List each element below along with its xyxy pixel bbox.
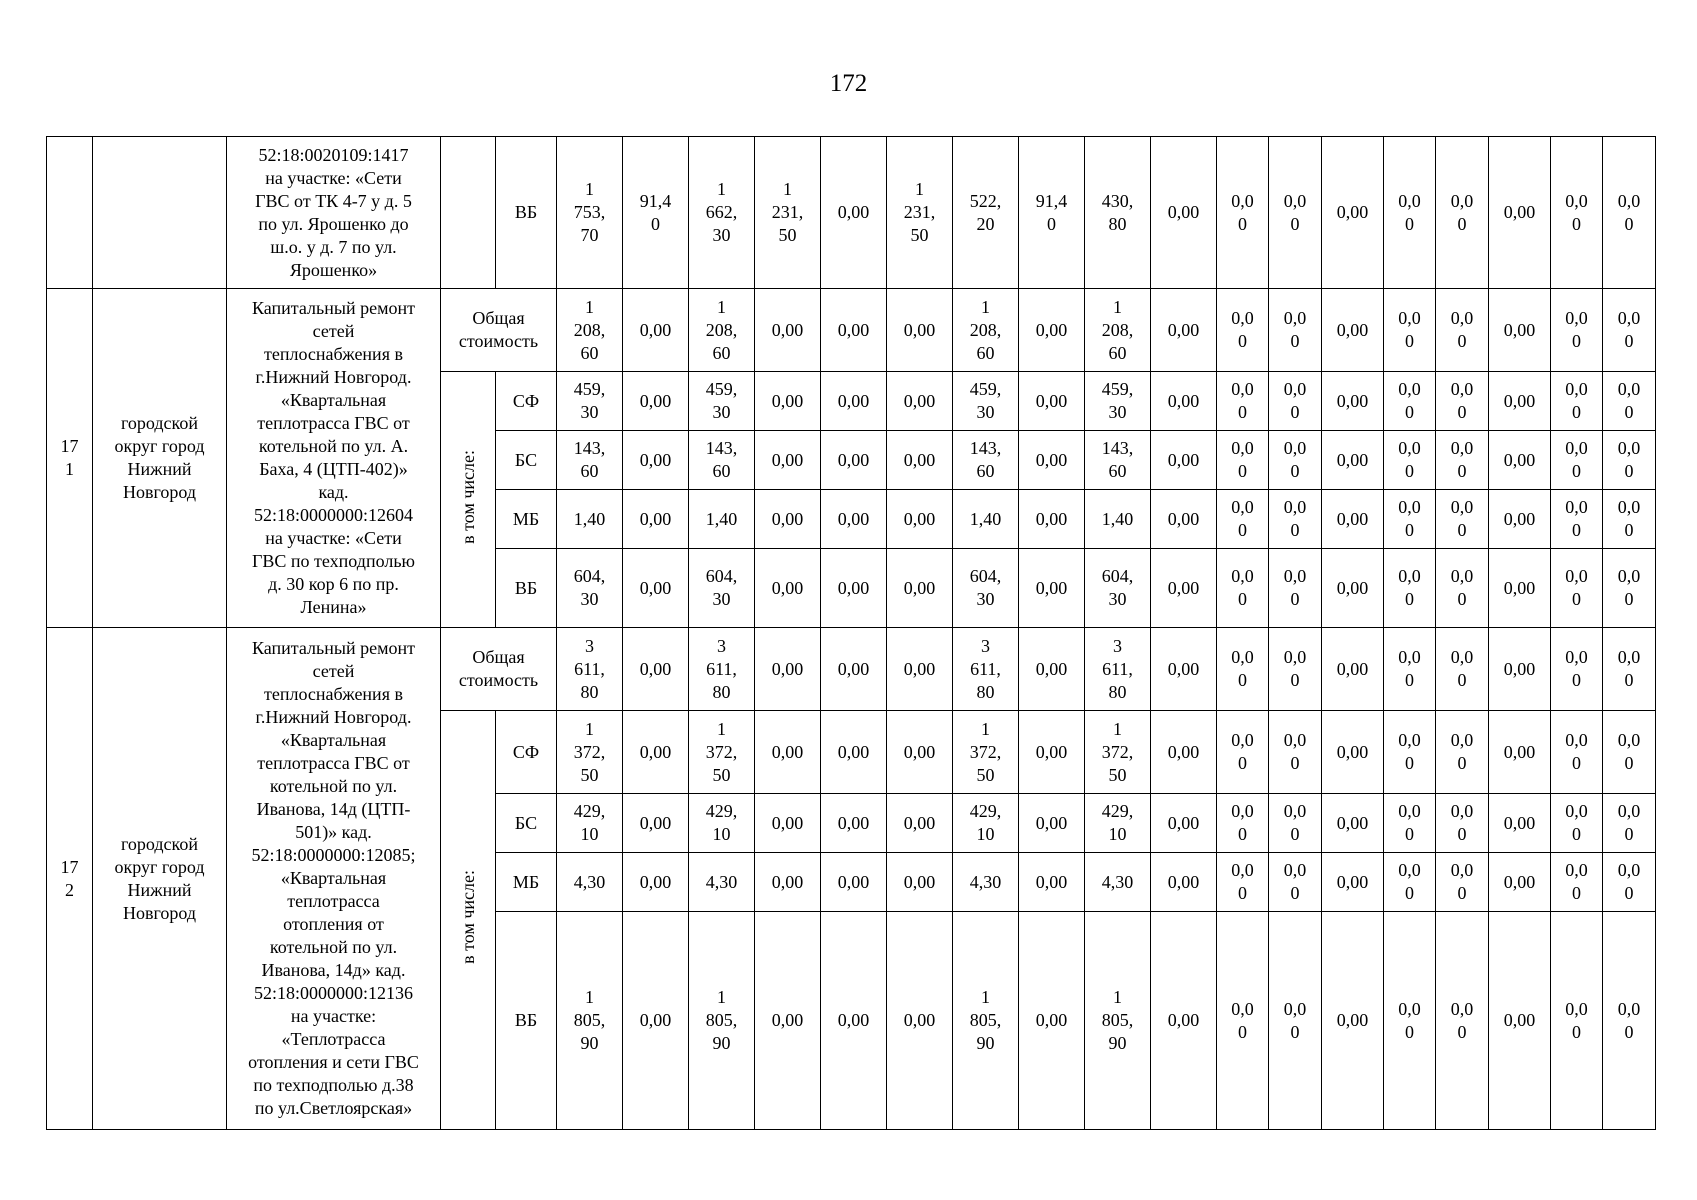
value-cell: 0,0 0 (1217, 137, 1269, 289)
value-cell: 0,00 (821, 853, 887, 912)
value-cell: 0,00 (1322, 711, 1384, 794)
value-cell: 4,30 (689, 853, 755, 912)
value-cell: 0,0 0 (1217, 431, 1269, 490)
value-cell: 0,0 0 (1269, 137, 1322, 289)
value-cell: 0,00 (1019, 490, 1085, 549)
value-cell: 0,0 0 (1269, 711, 1322, 794)
total-cost-label: Общая стоимость (441, 289, 557, 372)
value-cell: 429, 10 (557, 794, 623, 853)
value-cell: 0,00 (755, 549, 821, 628)
source-label: МБ (496, 853, 557, 912)
value-cell: 0,00 (755, 853, 821, 912)
value-cell: 1 805, 90 (557, 912, 623, 1130)
value-cell: 1 805, 90 (953, 912, 1019, 1130)
table-row (47, 289, 1656, 372)
value-cell: 0,00 (887, 431, 953, 490)
row-number: 17 1 (47, 289, 93, 628)
table-row (47, 137, 1656, 289)
source-label: ВБ (496, 912, 557, 1130)
value-cell: 0,0 0 (1269, 794, 1322, 853)
value-cell: 0,0 0 (1551, 711, 1603, 794)
value-cell: 0,00 (1019, 711, 1085, 794)
value-cell: 3 611, 80 (953, 628, 1019, 711)
value-cell: 0,0 0 (1384, 137, 1436, 289)
value-cell: 0,00 (887, 490, 953, 549)
value-cell: 0,00 (1151, 431, 1217, 490)
value-cell: 0,00 (1322, 431, 1384, 490)
value-cell: 0,0 0 (1436, 137, 1489, 289)
value-cell: 0,00 (821, 628, 887, 711)
value-cell: 0,0 0 (1436, 711, 1489, 794)
value-cell: 0,0 0 (1551, 912, 1603, 1130)
municipality-cell: городской округ город Нижний Новгород (93, 628, 227, 1130)
value-cell: 1 805, 90 (689, 912, 755, 1130)
value-cell: 4,30 (1085, 853, 1151, 912)
value-cell: 459, 30 (953, 372, 1019, 431)
value-cell: 0,00 (1322, 853, 1384, 912)
value-cell: 0,0 0 (1384, 549, 1436, 628)
value-cell: 0,0 0 (1603, 490, 1656, 549)
value-cell: 0,00 (1151, 628, 1217, 711)
value-cell: 0,00 (1489, 628, 1551, 711)
value-cell: 430, 80 (1085, 137, 1151, 289)
value-cell: 0,00 (623, 711, 689, 794)
source-label: БС (496, 431, 557, 490)
value-cell: 0,0 0 (1217, 794, 1269, 853)
value-cell: 0,0 0 (1217, 490, 1269, 549)
description-cell: Капитальный ремонт сетей теплоснабжения в г.Нижний Новгород. «Квартальная теплотрасса ГВС от котельной по ул. Иванова, 14д (ЦТП- 501)» кад. 52:18:0000000:12085; «Квартальная теплотрасса отопления от котельной по ул. Иванова, 14д» кад. 52:18:0000000:12136 на участке: «Теплотрасса отопления и сети ГВС по техподполью д.38 по ул.Светлоярская» (227, 628, 441, 1130)
value-cell: 1 753, 70 (557, 137, 623, 289)
value-cell: 0,00 (887, 912, 953, 1130)
description-cell: Капитальный ремонт сетей теплоснабжения в г.Нижний Новгород. «Квартальная теплотрасса ГВС от котельной по ул. А. Баха, 4 (ЦТП-402)» кад. 52:18:0000000:12604 на участке: «Сети ГВС по техподполью д. 30 кор 6 по пр. Ленина» (227, 289, 441, 628)
value-cell: 0,00 (887, 289, 953, 372)
row-number: 17 2 (47, 628, 93, 1130)
value-cell: 0,0 0 (1551, 853, 1603, 912)
value-cell: 0,0 0 (1603, 853, 1656, 912)
value-cell: 0,00 (1489, 549, 1551, 628)
value-cell: 0,0 0 (1551, 490, 1603, 549)
value-cell: 522, 20 (953, 137, 1019, 289)
value-cell: 429, 10 (1085, 794, 1151, 853)
value-cell: 1 372, 50 (557, 711, 623, 794)
value-cell: 0,00 (1019, 289, 1085, 372)
value-cell: 1 372, 50 (953, 711, 1019, 794)
value-cell: 0,0 0 (1217, 711, 1269, 794)
value-cell: 3 611, 80 (689, 628, 755, 711)
value-cell: 0,00 (1019, 372, 1085, 431)
value-cell: 0,0 0 (1551, 289, 1603, 372)
value-cell: 0,00 (887, 711, 953, 794)
value-cell: 0,00 (1322, 372, 1384, 431)
empty-cell (441, 137, 496, 289)
value-cell: 1 208, 60 (689, 289, 755, 372)
source-label: БС (496, 794, 557, 853)
source-label: ВБ (496, 549, 557, 628)
value-cell: 143, 60 (689, 431, 755, 490)
value-cell: 0,00 (755, 490, 821, 549)
value-cell: 0,0 0 (1603, 794, 1656, 853)
value-cell: 4,30 (953, 853, 1019, 912)
value-cell: 0,0 0 (1269, 289, 1322, 372)
value-cell: 1 208, 60 (953, 289, 1019, 372)
value-cell: 1 231, 50 (755, 137, 821, 289)
value-cell: 0,00 (1489, 289, 1551, 372)
description-cell: 52:18:0020109:1417 на участке: «Сети ГВС от ТК 4-7 у д. 5 по ул. Ярошенко до ш.о. у д. 7 по ул. Ярошенко» (227, 137, 441, 289)
value-cell: 3 611, 80 (1085, 628, 1151, 711)
value-cell: 0,00 (887, 628, 953, 711)
municipality-cell: городской округ город Нижний Новгород (93, 289, 227, 628)
value-cell: 0,0 0 (1217, 628, 1269, 711)
value-cell: 0,00 (821, 711, 887, 794)
value-cell: 0,00 (887, 372, 953, 431)
value-cell: 0,00 (821, 549, 887, 628)
value-cell: 0,00 (1151, 711, 1217, 794)
value-cell: 0,00 (1019, 431, 1085, 490)
value-cell: 0,00 (821, 912, 887, 1130)
value-cell: 604, 30 (1085, 549, 1151, 628)
value-cell: 0,00 (1322, 628, 1384, 711)
value-cell: 0,0 0 (1603, 549, 1656, 628)
row-number (47, 137, 93, 289)
value-cell: 0,00 (1019, 549, 1085, 628)
value-cell: 4,30 (557, 853, 623, 912)
value-cell: 1,40 (953, 490, 1019, 549)
value-cell: 1 208, 60 (1085, 289, 1151, 372)
value-cell: 0,00 (1151, 289, 1217, 372)
value-cell: 0,0 0 (1384, 289, 1436, 372)
value-cell: 0,0 0 (1217, 853, 1269, 912)
value-cell: 0,00 (1489, 912, 1551, 1130)
value-cell: 0,0 0 (1384, 794, 1436, 853)
value-cell: 604, 30 (953, 549, 1019, 628)
value-cell: 1 231, 50 (887, 137, 953, 289)
value-cell: 0,00 (821, 431, 887, 490)
value-cell: 0,00 (1019, 912, 1085, 1130)
value-cell: 0,0 0 (1217, 549, 1269, 628)
value-cell: 0,0 0 (1269, 372, 1322, 431)
budget-table (46, 136, 1656, 1130)
value-cell: 0,00 (1151, 912, 1217, 1130)
value-cell: 0,00 (755, 372, 821, 431)
value-cell: 0,0 0 (1551, 431, 1603, 490)
value-cell: 0,00 (755, 794, 821, 853)
including-label-cell (441, 711, 496, 1130)
including-label-cell (441, 372, 496, 628)
value-cell: 0,0 0 (1551, 137, 1603, 289)
value-cell: 0,0 0 (1436, 853, 1489, 912)
value-cell: 0,0 0 (1436, 794, 1489, 853)
value-cell: 0,00 (623, 289, 689, 372)
value-cell: 0,00 (1322, 794, 1384, 853)
value-cell: 0,0 0 (1217, 289, 1269, 372)
value-cell: 0,00 (1489, 372, 1551, 431)
value-cell: 0,0 0 (1269, 628, 1322, 711)
value-cell: 0,0 0 (1384, 912, 1436, 1130)
value-cell: 0,00 (755, 912, 821, 1130)
value-cell: 0,0 0 (1436, 912, 1489, 1130)
value-cell: 0,00 (1322, 289, 1384, 372)
value-cell: 0,00 (1151, 137, 1217, 289)
value-cell: 1 208, 60 (557, 289, 623, 372)
value-cell: 0,0 0 (1384, 711, 1436, 794)
value-cell: 459, 30 (557, 372, 623, 431)
value-cell: 0,0 0 (1436, 289, 1489, 372)
value-cell: 0,00 (1489, 711, 1551, 794)
value-cell: 1,40 (1085, 490, 1151, 549)
value-cell: 0,00 (1151, 490, 1217, 549)
value-cell: 0,00 (1151, 549, 1217, 628)
value-cell: 604, 30 (689, 549, 755, 628)
value-cell: 0,00 (1322, 490, 1384, 549)
including-label: в том числе: (457, 449, 478, 544)
value-cell: 0,00 (623, 549, 689, 628)
value-cell: 429, 10 (953, 794, 1019, 853)
value-cell: 1 662, 30 (689, 137, 755, 289)
value-cell: 0,00 (821, 490, 887, 549)
value-cell: 0,00 (887, 853, 953, 912)
value-cell: 0,00 (623, 628, 689, 711)
value-cell: 604, 30 (557, 549, 623, 628)
value-cell: 1 805, 90 (1085, 912, 1151, 1130)
value-cell: 0,0 0 (1436, 431, 1489, 490)
source-label: ВБ (496, 137, 557, 289)
value-cell: 0,00 (821, 137, 887, 289)
source-label: СФ (496, 711, 557, 794)
value-cell: 0,00 (623, 853, 689, 912)
value-cell: 0,0 0 (1436, 490, 1489, 549)
value-cell: 0,0 0 (1436, 628, 1489, 711)
value-cell: 0,00 (623, 794, 689, 853)
value-cell: 0,00 (1019, 794, 1085, 853)
value-cell: 0,0 0 (1217, 912, 1269, 1130)
value-cell: 0,0 0 (1384, 628, 1436, 711)
value-cell: 0,0 0 (1551, 549, 1603, 628)
value-cell: 0,00 (821, 794, 887, 853)
value-cell: 0,00 (1489, 137, 1551, 289)
value-cell: 0,00 (1489, 853, 1551, 912)
source-label: МБ (496, 490, 557, 549)
value-cell: 143, 60 (557, 431, 623, 490)
value-cell: 1 372, 50 (1085, 711, 1151, 794)
value-cell: 0,00 (755, 289, 821, 372)
municipality-cell (93, 137, 227, 289)
value-cell: 0,0 0 (1551, 372, 1603, 431)
value-cell: 91,4 0 (1019, 137, 1085, 289)
value-cell: 0,00 (1489, 490, 1551, 549)
value-cell: 0,00 (1019, 628, 1085, 711)
value-cell: 0,00 (755, 431, 821, 490)
value-cell: 3 611, 80 (557, 628, 623, 711)
value-cell: 0,00 (1489, 794, 1551, 853)
value-cell: 0,0 0 (1603, 431, 1656, 490)
value-cell: 0,0 0 (1384, 853, 1436, 912)
value-cell: 0,00 (1151, 794, 1217, 853)
value-cell: 0,00 (887, 794, 953, 853)
value-cell: 0,0 0 (1384, 431, 1436, 490)
value-cell: 0,0 0 (1436, 372, 1489, 431)
value-cell: 0,00 (1322, 549, 1384, 628)
value-cell: 0,0 0 (1269, 912, 1322, 1130)
value-cell: 0,0 0 (1551, 628, 1603, 711)
value-cell: 0,0 0 (1603, 628, 1656, 711)
value-cell: 0,00 (1151, 853, 1217, 912)
value-cell: 1,40 (689, 490, 755, 549)
value-cell: 0,0 0 (1603, 137, 1656, 289)
including-label: в том числе: (457, 870, 478, 964)
value-cell: 0,00 (1019, 853, 1085, 912)
page-number: 172 (829, 70, 868, 97)
value-cell: 1,40 (557, 490, 623, 549)
value-cell: 1 372, 50 (689, 711, 755, 794)
value-cell: 0,00 (1322, 912, 1384, 1130)
value-cell: 143, 60 (1085, 431, 1151, 490)
total-cost-label: Общая стоимость (441, 628, 557, 711)
value-cell: 143, 60 (953, 431, 1019, 490)
value-cell: 0,00 (821, 289, 887, 372)
value-cell: 0,00 (887, 549, 953, 628)
value-cell: 459, 30 (689, 372, 755, 431)
value-cell: 0,0 0 (1603, 289, 1656, 372)
value-cell: 0,0 0 (1384, 490, 1436, 549)
value-cell: 0,00 (623, 490, 689, 549)
value-cell: 0,00 (1322, 137, 1384, 289)
value-cell: 0,0 0 (1603, 711, 1656, 794)
value-cell: 0,00 (623, 912, 689, 1130)
value-cell: 429, 10 (689, 794, 755, 853)
value-cell: 0,00 (1151, 372, 1217, 431)
source-label: СФ (496, 372, 557, 431)
value-cell: 0,0 0 (1217, 372, 1269, 431)
value-cell: 0,0 0 (1384, 372, 1436, 431)
value-cell: 0,00 (1489, 431, 1551, 490)
value-cell: 0,0 0 (1269, 549, 1322, 628)
value-cell: 0,00 (821, 372, 887, 431)
value-cell: 0,00 (623, 431, 689, 490)
value-cell: 459, 30 (1085, 372, 1151, 431)
value-cell: 0,0 0 (1603, 912, 1656, 1130)
value-cell: 0,00 (623, 372, 689, 431)
value-cell: 0,00 (755, 711, 821, 794)
value-cell: 91,4 0 (623, 137, 689, 289)
value-cell: 0,00 (755, 628, 821, 711)
value-cell: 0,0 0 (1269, 853, 1322, 912)
value-cell: 0,0 0 (1269, 490, 1322, 549)
value-cell: 0,0 0 (1436, 549, 1489, 628)
value-cell: 0,0 0 (1551, 794, 1603, 853)
value-cell: 0,0 0 (1603, 372, 1656, 431)
value-cell: 0,0 0 (1269, 431, 1322, 490)
table-row (47, 628, 1656, 711)
